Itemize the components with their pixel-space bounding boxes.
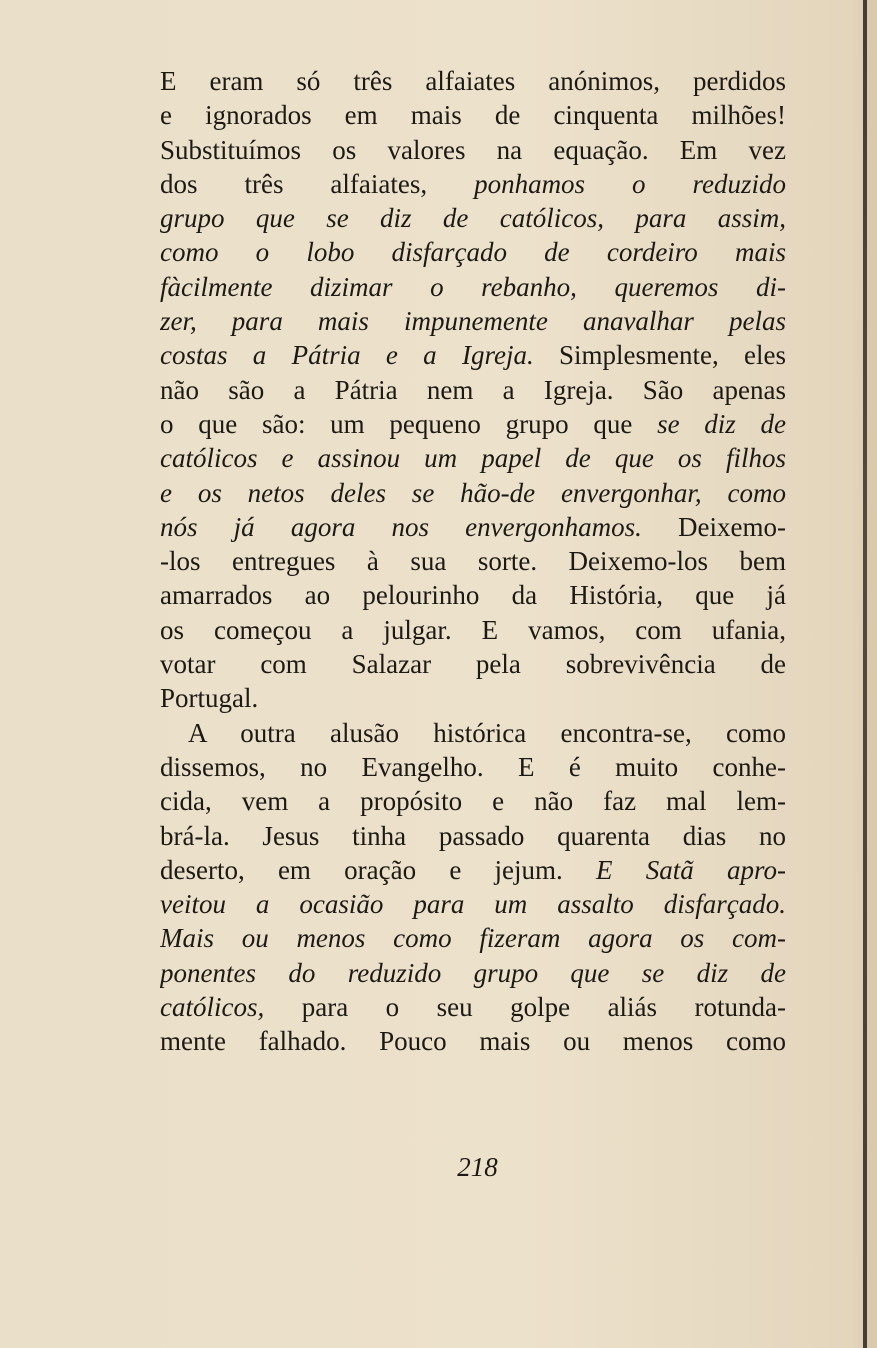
italic-text-segment: ponhamos o reduzido xyxy=(474,168,786,199)
text-line xyxy=(160,853,786,887)
text-line xyxy=(160,956,786,990)
text-segment: não são a Pátria nem a Igreja. São apenas xyxy=(160,374,786,405)
body-text xyxy=(160,64,786,1059)
text-line xyxy=(160,990,786,1024)
italic-text-segment: costas a Pátria e a Igreja. xyxy=(160,340,534,371)
text-line xyxy=(160,750,786,784)
italic-text-segment: zer, para mais impunemente anavalhar pelas xyxy=(160,306,786,337)
italic-text-segment: fàcilmente dizimar o rebanho, queremos di- xyxy=(160,271,786,302)
text-segment: Deixemo- xyxy=(641,511,786,542)
text-segment: mente falhado. Pouco mais ou menos como xyxy=(160,1026,786,1057)
text-line xyxy=(160,784,786,818)
text-line xyxy=(160,921,786,955)
text-segment: dissemos, no Evangelho. E é muito conhe- xyxy=(160,751,786,782)
text-segment: Simplesmente, eles xyxy=(533,340,786,371)
text-line xyxy=(160,167,786,201)
text-line xyxy=(160,681,786,715)
text-segment: E eram só três alfaiates anónimos, perdidos xyxy=(160,66,786,96)
italic-text-segment: veitou a ocasião para um assalto disfarçado. xyxy=(160,889,786,920)
text-segment: A outra alusão histórica encontra-se, como xyxy=(188,717,786,748)
italic-text-segment: e os netos deles se hão-de envergonhar, como xyxy=(160,477,786,508)
text-line xyxy=(160,407,786,441)
italic-text-segment: se diz de xyxy=(657,408,786,439)
text-line xyxy=(160,510,786,544)
text-line xyxy=(160,338,786,372)
text-line xyxy=(160,441,786,475)
text-line xyxy=(160,544,786,578)
text-line xyxy=(160,133,786,167)
text-line xyxy=(160,716,786,750)
text-segment: para o seu golpe aliás rotunda- xyxy=(264,992,786,1023)
text-segment: cida, vem a propósito e não faz mal lem- xyxy=(160,786,786,817)
italic-text-segment: grupo que se diz de católicos, para assim, xyxy=(160,203,786,234)
text-line xyxy=(160,373,786,407)
page-number: 218 xyxy=(457,1152,498,1182)
text-line xyxy=(160,98,786,132)
text-segment: os começou a julgar. E vamos, com ufania, xyxy=(160,614,786,645)
text-segment: dos três alfaiates, xyxy=(160,168,475,199)
text-segment: votar com Salazar pela sobrevivência de xyxy=(160,649,786,680)
italic-text-segment: nós já agora nos envergonhamos. xyxy=(160,511,642,542)
text-line xyxy=(160,887,786,921)
text-segment: deserto, em oração e jejum. xyxy=(160,854,597,885)
text-line xyxy=(160,476,786,510)
text-line xyxy=(160,270,786,304)
text-line xyxy=(160,304,786,338)
italic-text-segment: E Satã apro- xyxy=(596,854,786,885)
text-segment: brá-la. Jesus tinha passado quarenta dias no xyxy=(160,820,786,851)
text-line xyxy=(160,613,786,647)
page-edge xyxy=(867,0,877,1348)
italic-text-segment: católicos, xyxy=(160,992,265,1023)
text-segment: Portugal. xyxy=(160,683,259,714)
italic-text-segment: católicos e assinou um papel de que os filhos xyxy=(160,443,786,474)
text-segment: Substituímos os valores na equação. Em vez xyxy=(160,134,786,165)
italic-text-segment: ponentes do reduzido grupo que se diz de xyxy=(160,957,786,988)
text-line xyxy=(160,647,786,681)
text-segment: amarrados ao pelourinho da História, que já xyxy=(160,580,786,611)
text-segment: -los entregues à sua sorte. Deixemo-los bem xyxy=(160,546,786,577)
text-line xyxy=(160,578,786,612)
text-segment: e ignorados em mais de cinquenta milhões! xyxy=(160,100,786,131)
text-line xyxy=(160,819,786,853)
italic-text-segment: Mais ou menos como fizeram agora os com- xyxy=(160,923,786,954)
text-line xyxy=(160,64,786,98)
text-line xyxy=(160,1024,786,1058)
italic-text-segment: como o lobo disfarçado de cordeiro mais xyxy=(160,237,786,268)
text-segment: o que são: um pequeno grupo que xyxy=(160,408,658,439)
text-line xyxy=(160,235,786,269)
text-line xyxy=(160,201,786,235)
